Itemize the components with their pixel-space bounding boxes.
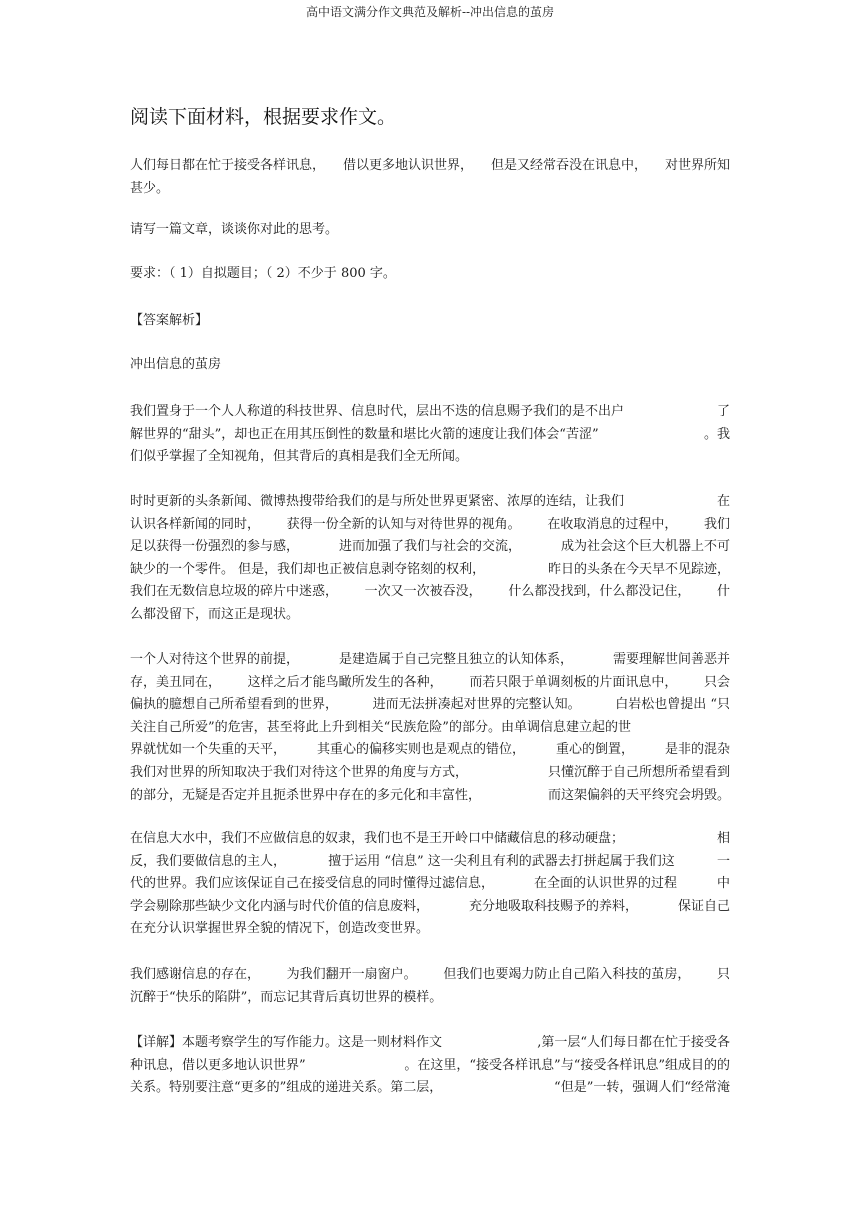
text-line [130, 649, 730, 672]
text-line [130, 851, 730, 874]
text-line [130, 762, 730, 785]
essay-paragraph-5 [130, 964, 730, 1009]
page-header: 高中语文满分作文典范及解析--冲出信息的茧房 [305, 5, 555, 19]
text-segment: 一次又一次被吞没， [364, 584, 482, 600]
text-segment: 需要理解世间善恶并 [612, 652, 730, 667]
text-segment: 我们对世界的所知取决于我们对待这个世界的角度与方式， [130, 764, 469, 780]
text-segment: 保证自己 [677, 898, 730, 914]
text-line [130, 263, 730, 286]
text-line [130, 1032, 730, 1055]
text-segment: ,第一层“人们每日都在忙于接受各 [537, 1035, 730, 1050]
essay-paragraph-2 [130, 491, 730, 627]
text-segment: 。我 [703, 426, 730, 442]
text-segment: 学会剔除那些缺少文化内涵与时代价值的信息废料， [130, 898, 430, 914]
text-segment: 在收取消息的过程中， [547, 516, 678, 532]
text-line [130, 896, 730, 919]
text-line [130, 536, 730, 559]
text-segment: 白岩松也曾提出 “只 [615, 697, 730, 713]
text-line [130, 446, 730, 469]
text-segment: 这样之后才能鸟瞰所发生的各种， [247, 674, 443, 690]
text-line [130, 672, 730, 695]
text-line [130, 785, 730, 808]
text-segment: 偏执的臆想自己所希望看到的世界， [130, 697, 339, 713]
text-segment: 只 [716, 967, 730, 982]
text-segment: 进而加强了我们与社会的交流， [338, 539, 521, 555]
text-segment: 关系。特别要注意“更多的”组成的递进关系。第二层， [130, 1080, 443, 1096]
text-line [130, 1077, 730, 1100]
text-line [130, 964, 730, 987]
text-segment: 一个人对待这个世界的前提， [130, 652, 300, 667]
text-line [130, 178, 730, 201]
text-line [130, 491, 730, 514]
text-segment: 但是又经常吞没在讯息中， [490, 158, 647, 173]
text-segment: 种讯息，借以更多地认识世界” [130, 1057, 306, 1073]
text-segment: 的部分，无疑是否定并且扼杀世界中存在的多元化和丰富性， [130, 787, 482, 803]
text-segment: 了 [716, 404, 730, 419]
text-line [130, 694, 730, 717]
essay-title [130, 354, 730, 377]
text-line [130, 401, 730, 424]
text-line [130, 987, 730, 1010]
text-segment: 要求：（ 1）自拟题目；（ 2）不少于 800 字。 [130, 266, 396, 281]
text-segment: 时时更新的头条新闻、微博热搜带给我们的是与所处世界更紧密、浓厚的连结，让我们 [130, 494, 625, 509]
text-segment: “但是”一转，强调人们“经常淹 [554, 1080, 730, 1096]
text-segment: 缺少的一个零件。 但是，我们却也正被信息剥夺铭刻的权利， [130, 561, 486, 577]
text-segment: 关注自己所爱”的危害，甚至将此上升到相关“民族危险”的部分。由单调信息建立起的世 [130, 719, 631, 735]
text-segment: 在信息大水中，我们不应做信息的奴隶，我们也不是王开岭口中储藏信息的移动硬盘； [130, 831, 625, 846]
text-line [130, 559, 730, 582]
text-segment: 一 [716, 853, 730, 869]
text-segment: 。在这里，“接受各样讯息”与“接受各样讯息”组成目的的 [404, 1057, 730, 1073]
text-segment: 么都没留下，而这正是现状。 [130, 606, 300, 622]
text-segment: 对世界所知 [664, 158, 730, 173]
text-segment: 借以更多地认识世界， [342, 158, 473, 173]
essay-paragraph-4 [130, 828, 730, 941]
text-segment: 昨日的头条在今天早不见踪迹， [547, 561, 730, 577]
text-segment: 其重心的偏移实则也是观点的错位， [316, 742, 525, 758]
text-line [130, 155, 730, 178]
requirement-paragraph [130, 263, 730, 286]
text-segment: 【答案解析】 [130, 313, 209, 328]
text-line [130, 717, 730, 740]
text-segment: 【详解】本题考察学生的写作能力。这是一则材料作文 [130, 1035, 443, 1050]
text-segment: 足以获得一份强烈的参与感， [130, 539, 300, 555]
text-segment: 沉醉于“快乐的陷阱”，而忘记其背后真切世界的模样。 [130, 989, 443, 1005]
instruction-paragraph [130, 219, 730, 242]
text-line [130, 219, 730, 242]
text-segment: 在充分认识掌握世界全貌的情况下，创造改变世界。 [130, 921, 430, 937]
text-segment: 为我们翻开一扇窗户。 [286, 967, 417, 982]
text-segment: 存，美丑同在， [130, 674, 222, 690]
text-line [130, 1055, 730, 1078]
text-line [130, 581, 730, 604]
essay-paragraph-1 [130, 401, 730, 469]
text-segment: 代的世界。我们应该保证自己在接受信息的同时懂得过滤信息， [130, 876, 495, 892]
text-line [130, 604, 730, 627]
text-segment: 中 [716, 876, 730, 892]
text-segment: 反，我们要做信息的主人， [130, 853, 287, 869]
text-segment: 解世界的“甜头”，却也正在用其压倒性的数量和堪比火箭的速度让我们体会“苦涩” [130, 426, 599, 442]
text-segment: 人们每日都在忙于接受各样讯息， [130, 158, 326, 173]
text-segment: 在全面的认识世界的过程 [533, 876, 677, 892]
text-segment: 我们 [703, 516, 730, 532]
text-line [130, 354, 730, 377]
text-segment: 而这架偏斜的天平终究会坍毁。 [547, 787, 730, 803]
text-segment: 只懂沉醉于自己所想所希望看到 [547, 764, 730, 780]
text-segment: 进而无法拼凑起对世界的完整认知。 [372, 697, 581, 713]
text-line [130, 310, 730, 333]
analysis-paragraph [130, 1032, 730, 1100]
text-segment: 擅于运用 “信息” 这一尖利且有利的武器去打拼起属于我们这 [328, 853, 675, 869]
essay-paragraph-3 [130, 649, 730, 807]
text-segment: 而若只限于单调刻板的片面讯息中， [469, 674, 678, 690]
text-segment: 什 [716, 584, 730, 600]
text-segment: 我们置身于一个人人称道的科技世界、信息时代，层出不迭的信息赐予我们的是不出户 [130, 404, 625, 419]
text-segment: 充分地吸取科技赐予的养料， [468, 898, 638, 914]
text-segment: 什么都没找到，什么都没记住， [508, 584, 691, 600]
text-segment: 我们感谢信息的存在， [130, 967, 261, 982]
prompt-heading: 阅读下面材料，根据要求作文。 [130, 106, 397, 128]
text-line [130, 873, 730, 896]
text-line [130, 739, 730, 762]
text-segment: 冲出信息的茧房 [130, 357, 222, 372]
text-segment: 重心的倒置， [555, 742, 634, 758]
text-segment: 获得一份全新的认知与对待世界的视角。 [286, 516, 521, 532]
text-segment: 界就忧如一个失重的天平， [130, 742, 287, 758]
text-segment: 只会 [703, 674, 730, 690]
text-segment: 我们在无数信息垃圾的碎片中迷惑， [130, 584, 339, 600]
text-segment: 但我们也要竭力防止自己陷入科技的茧房， [443, 967, 691, 982]
text-segment: 是建造属于自己完整且独立的认知体系， [338, 652, 573, 667]
text-line [130, 514, 730, 537]
text-line [130, 424, 730, 447]
text-segment: 甚少。 [130, 180, 170, 196]
answer-label [130, 310, 730, 333]
text-line [130, 828, 730, 851]
text-line [130, 918, 730, 941]
material-paragraph [130, 155, 730, 200]
text-segment: 们似乎掌握了全知视角，但其背后的真相是我们全无所闻。 [130, 449, 469, 465]
text-segment: 认识各样新闻的同时， [130, 516, 261, 532]
text-segment: 是非的混杂 [664, 742, 730, 758]
text-segment: 请写一篇文章，谈谈你对此的思考。 [130, 222, 339, 237]
text-segment: 成为社会这个巨大机器上不可 [560, 539, 730, 555]
text-segment: 相 [716, 831, 730, 846]
text-segment: 在 [716, 494, 730, 509]
